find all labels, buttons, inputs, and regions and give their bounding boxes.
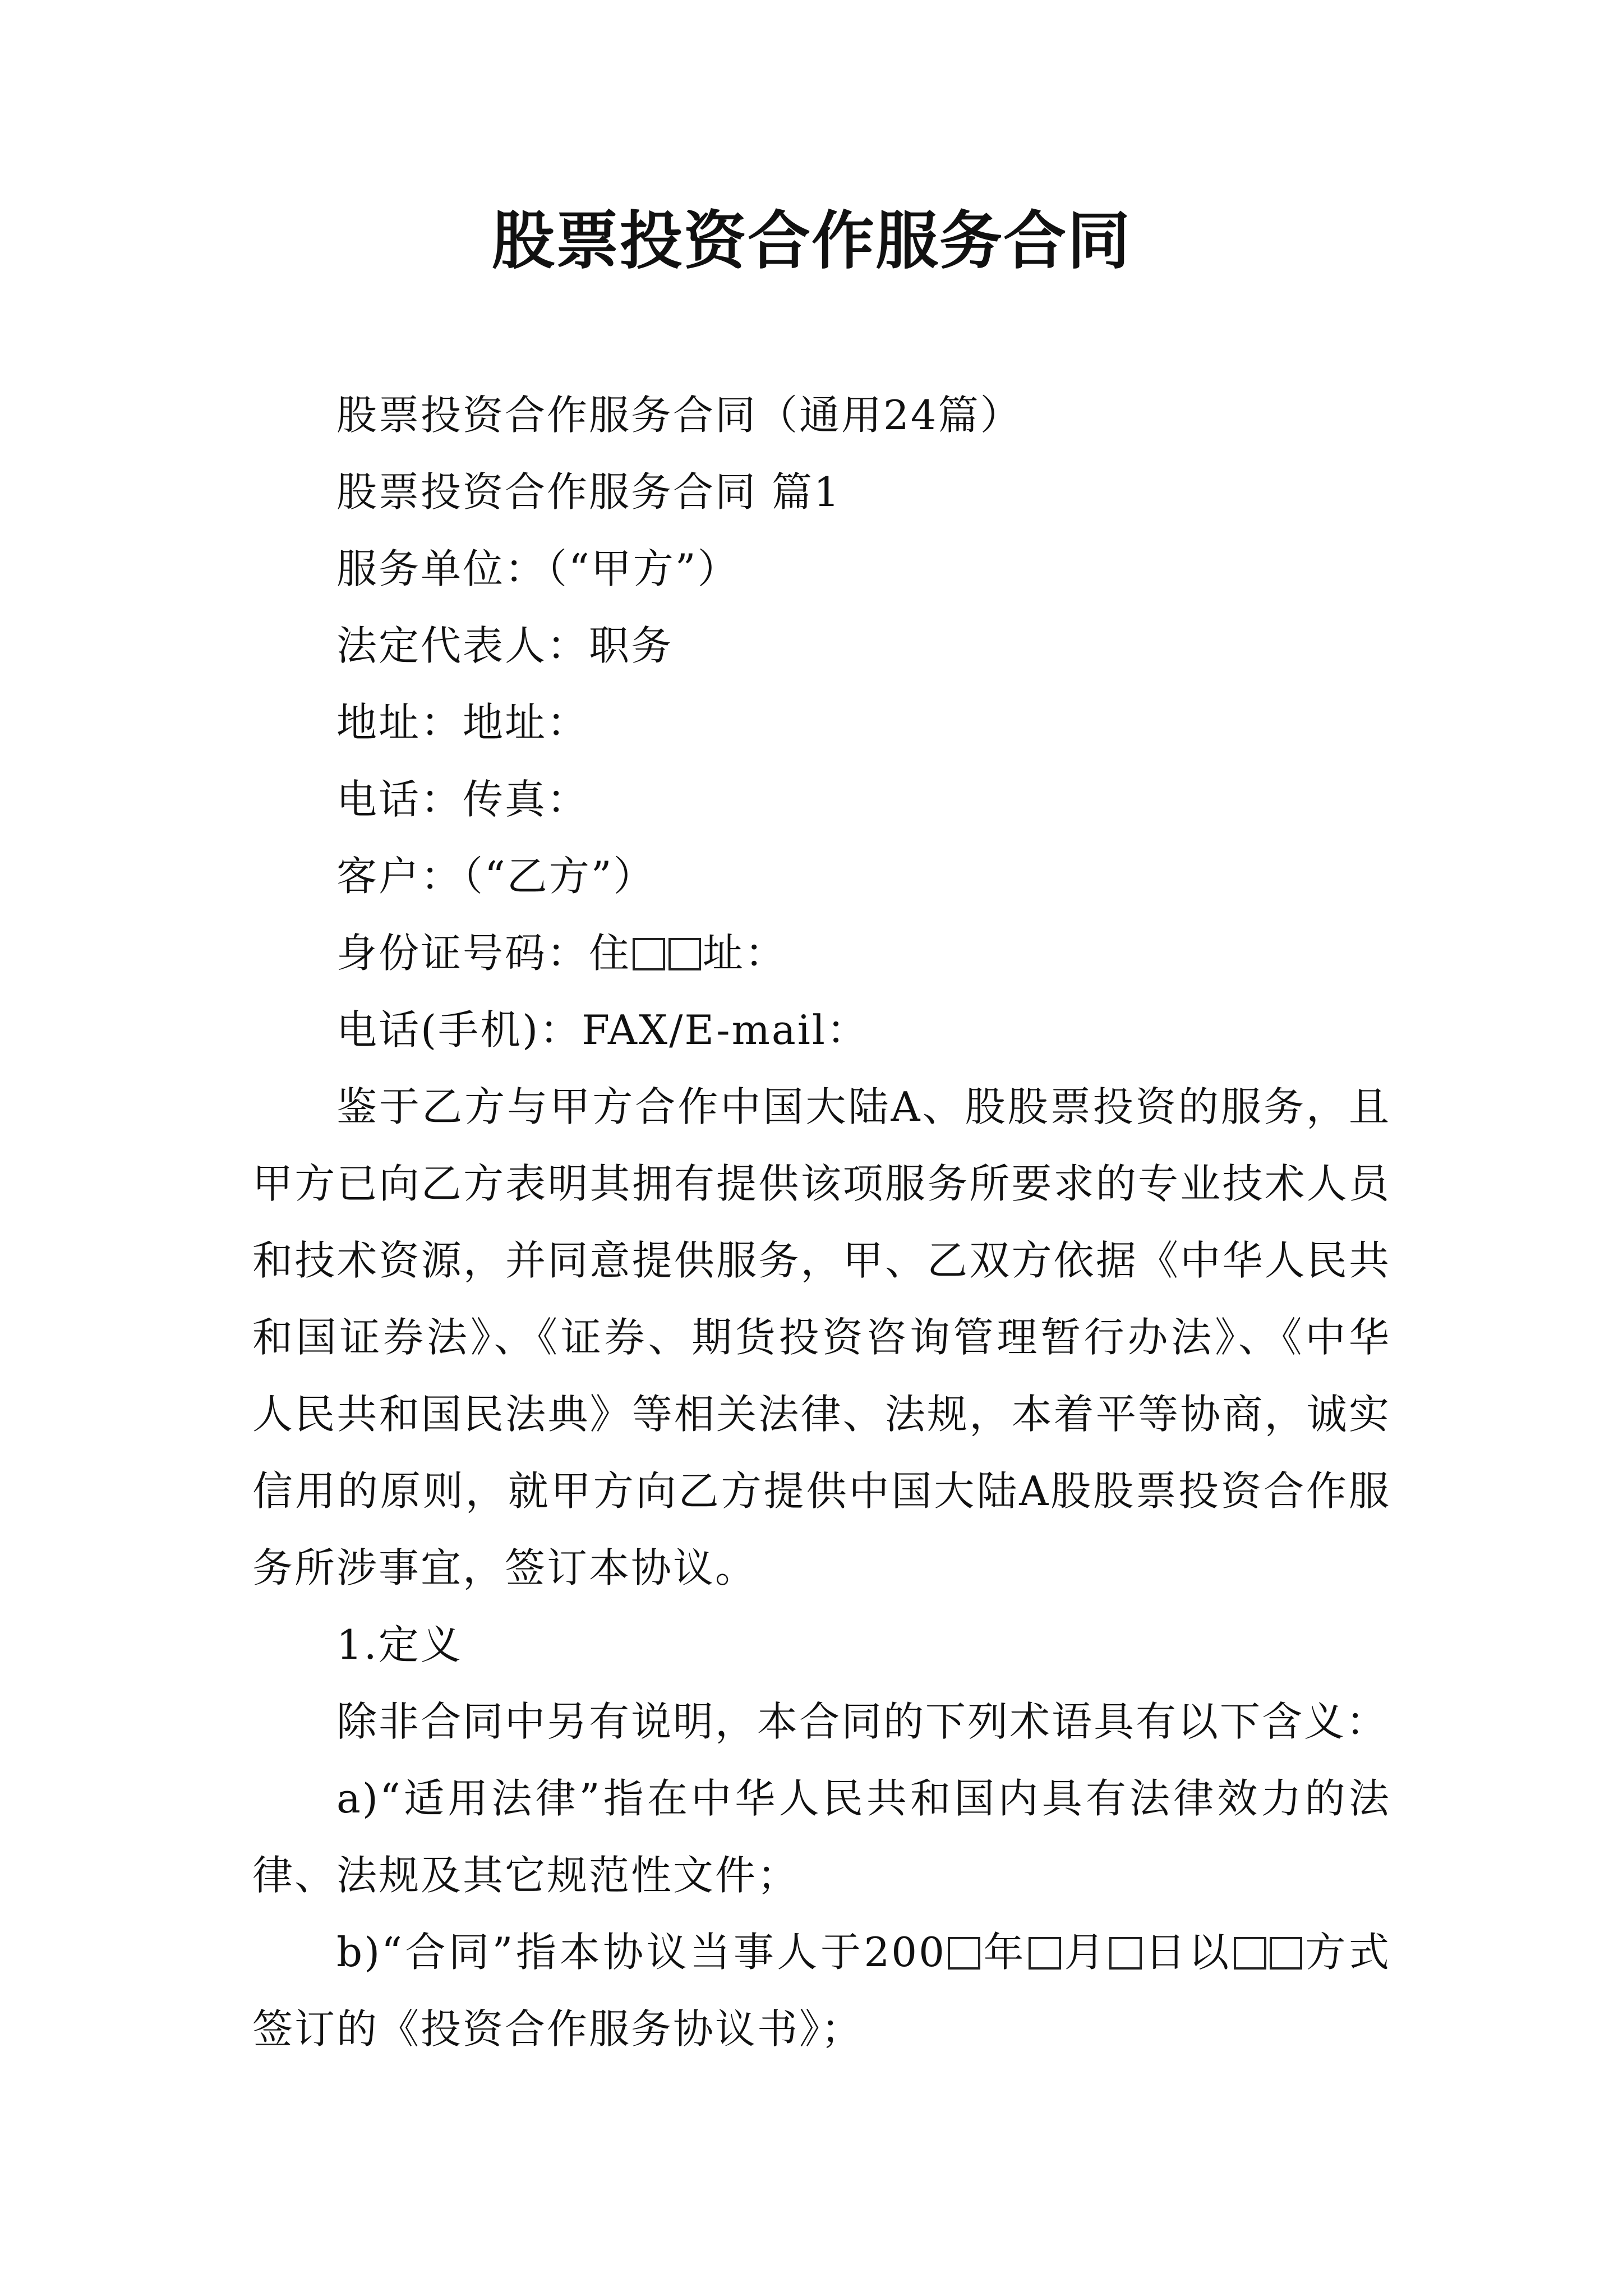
document-body xyxy=(252,377,1391,2068)
id-number-label: 身份证号码：住 xyxy=(336,930,631,977)
blank-box xyxy=(1234,1937,1266,1970)
definitions-heading: 1.定义 xyxy=(336,1621,463,1668)
legal-rep-line: 法定代表人：职务 xyxy=(336,622,674,669)
blank-box xyxy=(633,938,665,970)
definitions-intro: 除非合同中另有说明，本合同的下列术语具有以下含义： xyxy=(336,1698,1389,1745)
mobile-line: 电话(手机)：FAX/E-mail： xyxy=(336,1006,869,1053)
party-a-line: 服务单位：（“甲方”） xyxy=(336,545,740,592)
blank-box xyxy=(1109,1937,1142,1970)
address-line: 地址：地址： xyxy=(336,699,589,746)
blank-box xyxy=(948,1937,980,1970)
phone-fax-line: 电话：传真： xyxy=(336,776,589,823)
blank-box xyxy=(668,938,701,970)
item-b-text-4: 日以 xyxy=(1144,1929,1232,1976)
document-title: 股票投资合作服务合同 xyxy=(492,204,1131,278)
item-b-text-2: 年 xyxy=(981,1929,1027,1976)
item-b-text-1: b)“合同”指本协议当事人于200 xyxy=(336,1929,946,1976)
party-b-line: 客户：（“乙方”） xyxy=(336,853,656,900)
item-b-text-5: 方式签订的《投资合作服务协议书》； xyxy=(252,1929,1391,2053)
preamble-paragraph: 鉴于乙方与甲方合作中国大陆A、股股票投资的服务，且甲方已向乙方表明其拥有提供该项服务所要求的专业技术人员和技术资源，并同意提供服务，甲、乙双方依据《中华人民共和国证券法》、《证券、期货投资咨询管理暂行办法》、《中华人民共和国民法典》等相关法律、法规，本着平等协商，诚实信用的原则，就甲方向乙方提供中国大陆A股股票投资合作服务所涉事宜，签订本协议。 xyxy=(252,1083,1391,1591)
item-b-text-3: 月 xyxy=(1063,1929,1108,1976)
definition-item-b xyxy=(252,1914,1391,2068)
blank-box xyxy=(1029,1937,1061,1970)
definition-item-a: a)“适用法律”指在中华人民共和国内具有法律效力的法律、法规及其它规范性文件； xyxy=(252,1775,1391,1899)
id-number-line xyxy=(252,915,1391,992)
id-number-suffix: 址： xyxy=(703,930,787,977)
blank-box xyxy=(1270,1937,1302,1970)
subtitle-line: 股票投资合作服务合同（通用24篇） xyxy=(336,392,1022,439)
section-heading: 股票投资合作服务合同 篇1 xyxy=(336,468,841,516)
